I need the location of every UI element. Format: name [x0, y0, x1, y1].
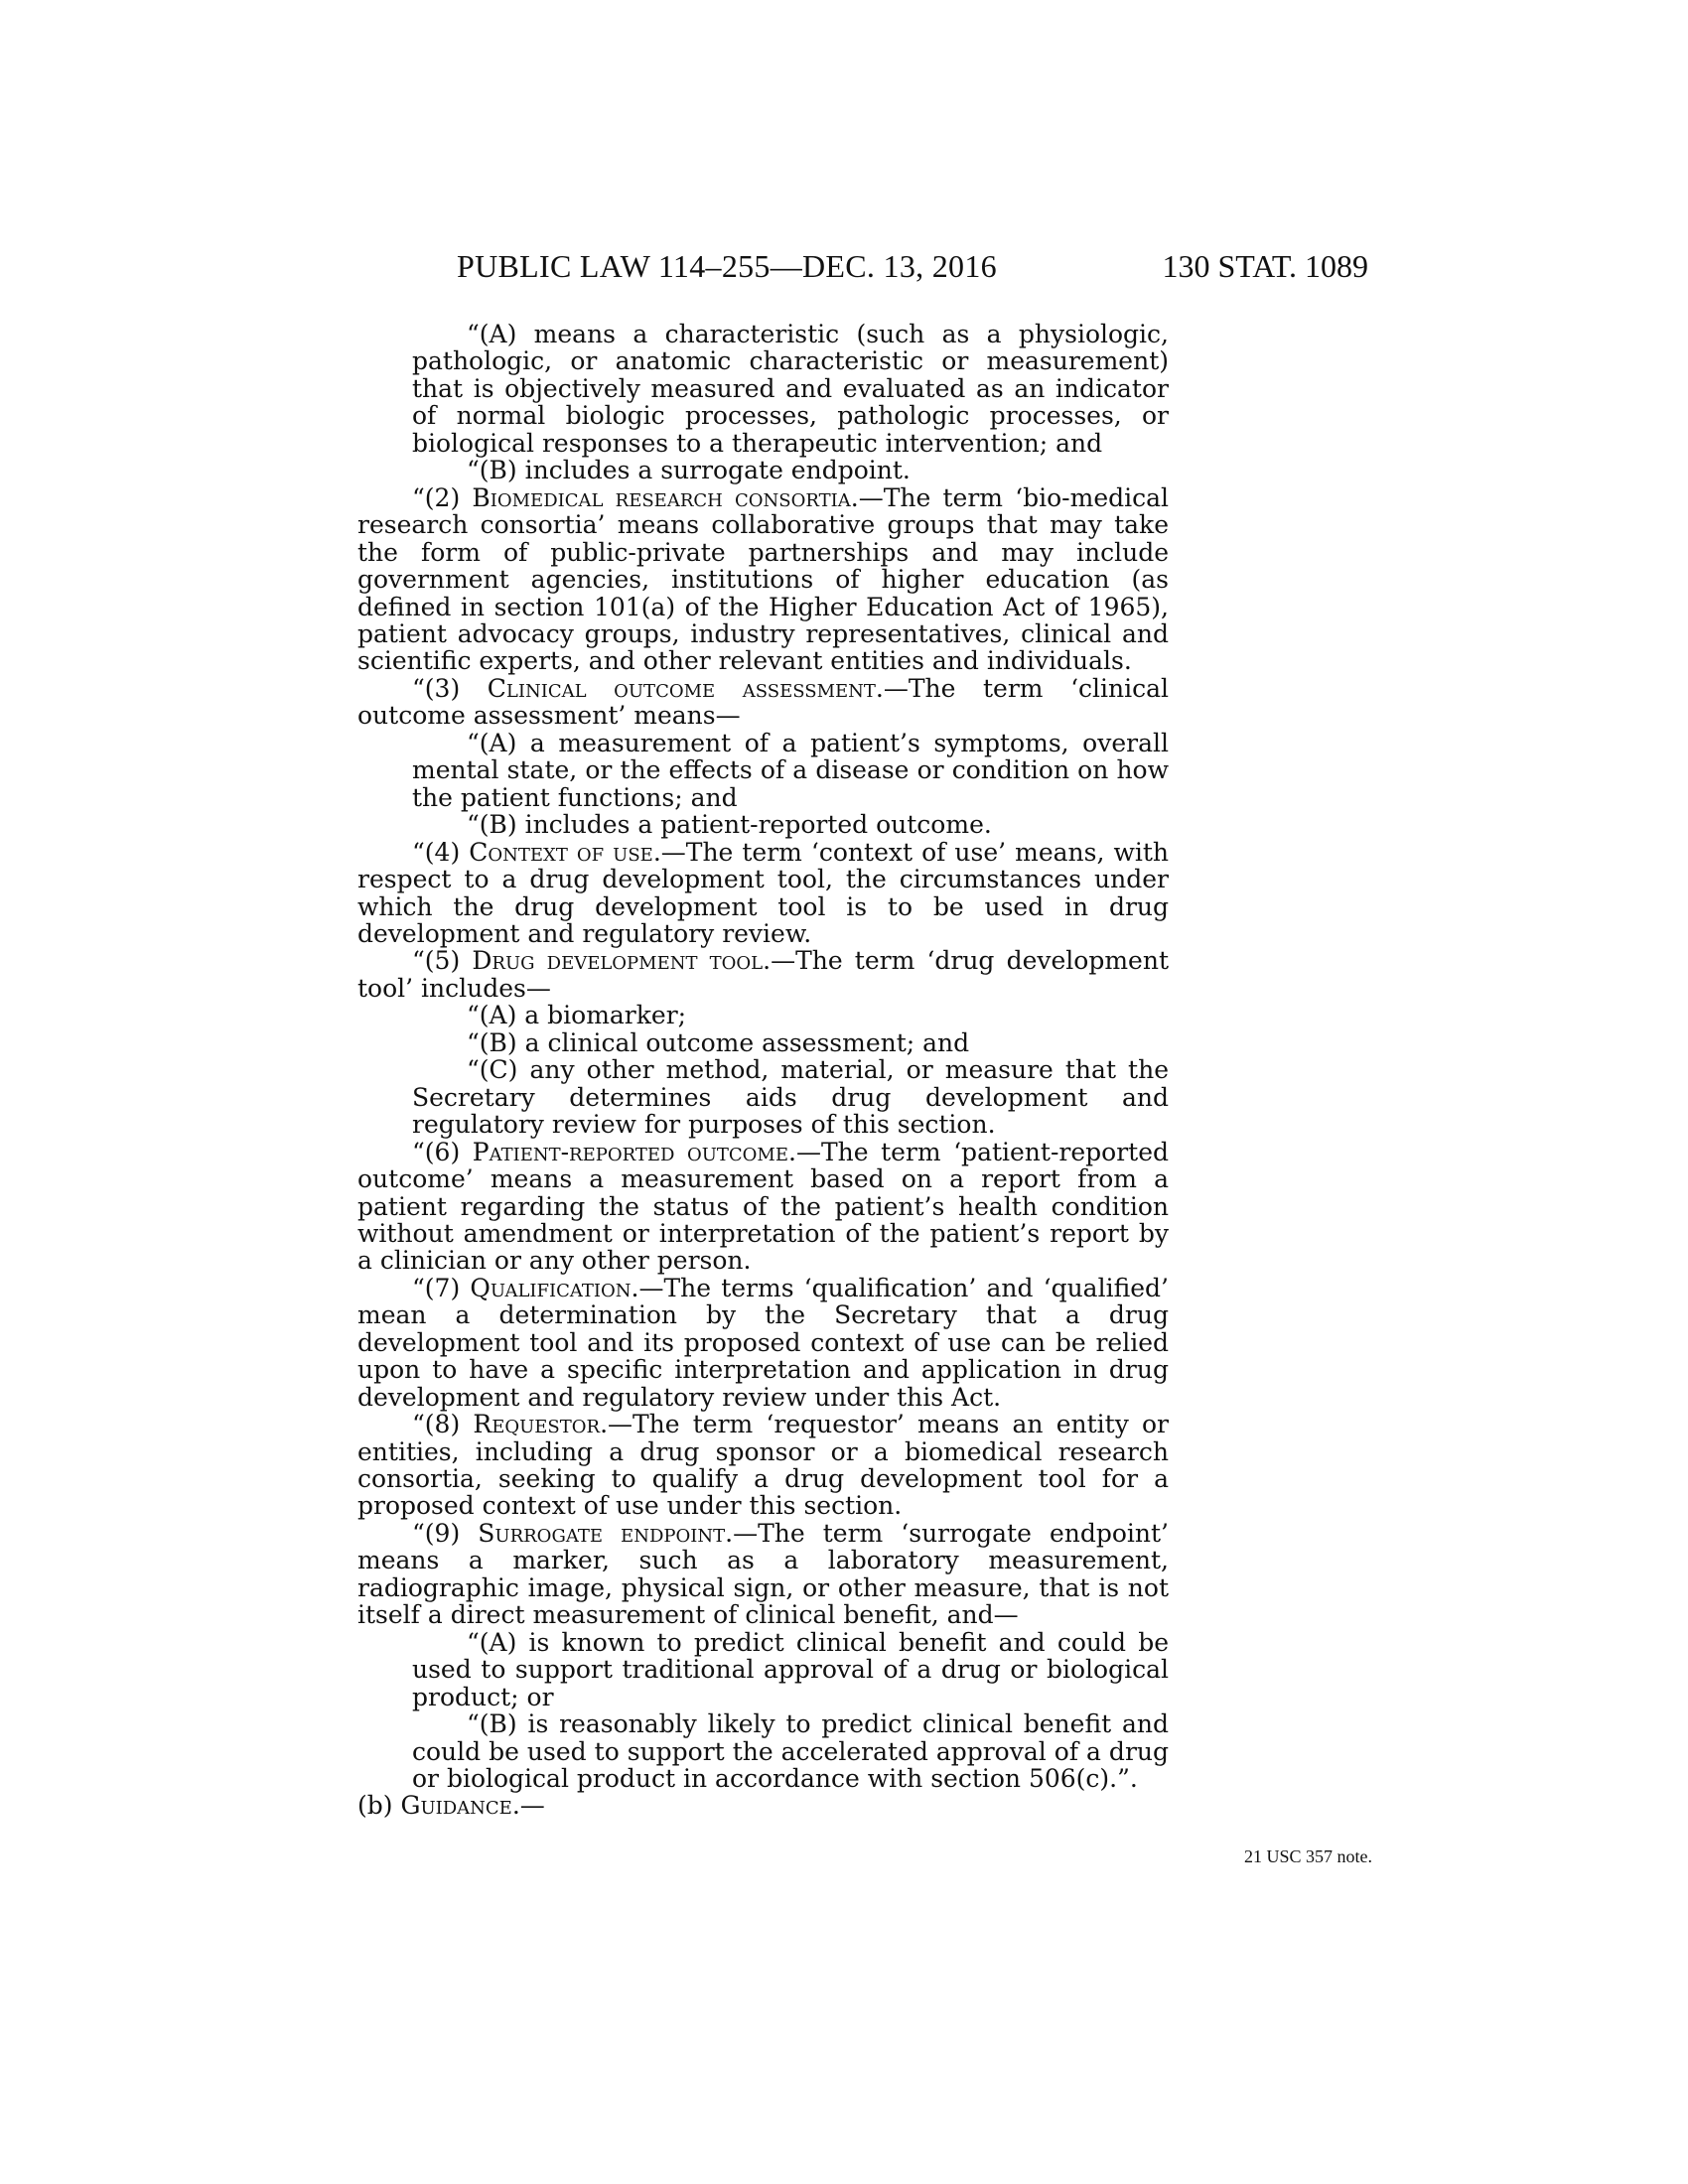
paragraph-text: “(C) any other method, material, or measure that the Secretary determines aids drug development and regulatory review for purposes of this section.: [412, 1055, 1169, 1140]
paragraph-text: .—The term ‘patient-reported outcome’ means a measurement based on a report from a patient regarding the status of the patient’s health condition without amendment or interpretation of the patient’s report by a clinician or any other person.: [357, 1137, 1169, 1276]
paragraph: [357, 839, 1169, 948]
paragraph-text: “(A) means a characteristic (such as a physiologic, pathologic, or anatomic characteristic or measurement) that is objectively measured and evaluated as an indicator of normal biologic processes, pathologic processes, or biological responses to a therapeutic intervention; and: [412, 320, 1169, 458]
paragraph: [357, 1629, 1169, 1710]
paragraph: [357, 675, 1169, 730]
paragraph-text: .—The term ‘bio-medical research consortia’ means collaborative groups that may take the form of public-private partnerships and may include government agencies, institutions of higher education (as defined in section 101(a) of the Higher Education Act of 1965), patient advocacy groups, industry representatives, clinical and scientific experts, and other relevant entities and individuals.: [357, 482, 1170, 676]
paragraph-number: (b): [357, 1791, 401, 1821]
paragraph-heading: Context of use: [469, 837, 653, 867]
paragraph: [357, 1520, 1169, 1629]
usc-margin-note: 21 USC 357 note.: [1243, 1846, 1372, 1866]
stat-page-number: 130 STAT. 1089: [1162, 248, 1368, 284]
paragraph-number: “(8): [412, 1410, 474, 1439]
paragraph-text: “(A) is known to predict clinical benefit and could be used to support traditional approval of a drug or biological product; or: [412, 1627, 1169, 1711]
paragraph: [357, 1056, 1169, 1138]
paragraph: [357, 1411, 1169, 1520]
statute-text: [357, 321, 1169, 1820]
paragraph: [357, 484, 1169, 675]
paragraph-text: “(B) is reasonably likely to predict clinical benefit and could be used to support the accelerated approval of a drug or biological product in accordance with section 506(c).”.: [412, 1709, 1169, 1794]
paragraph-heading: Qualification: [470, 1273, 632, 1302]
paragraph-number: “(4): [412, 837, 470, 867]
paragraph: [357, 1139, 1169, 1275]
paragraph: [357, 457, 1169, 483]
paragraph-heading: Guidance: [400, 1791, 512, 1821]
paragraph: [357, 1002, 1169, 1028]
paragraph-text: .—The term ‘clinical outcome assessment’ means—: [357, 673, 1170, 731]
paragraph-heading: Biomedical research consortia: [472, 482, 851, 512]
paragraph-text: .—The term ‘requestor’ means an entity or entities, including a drug sponsor or a biomedical research consortia, seeking to qualify a drug development tool for a proposed context of use under this section.: [357, 1410, 1169, 1521]
paragraph-number: “(9): [412, 1518, 479, 1548]
paragraph-text: .—The term ‘context of use’ means, with respect to a drug development tool, the circumstances under which the drug development tool is to be used in drug development and regulatory review.: [357, 837, 1169, 948]
paragraph: [357, 1029, 1169, 1056]
paragraph-text: “(B) a clinical outcome assessment; and: [467, 1027, 970, 1057]
paragraph-number: “(7): [412, 1273, 471, 1302]
paragraph-text: “(A) a measurement of a patient’s symptoms, overall mental state, or the effects of a disease or condition on how the patient functions; and: [412, 728, 1169, 812]
paragraph-text: “(B) includes a patient-reported outcome.: [467, 810, 992, 840]
paragraph: [357, 947, 1169, 1002]
paragraph-number: “(3): [412, 673, 488, 703]
paragraph: [357, 730, 1169, 811]
paragraph-number: “(5): [412, 946, 473, 976]
paragraph: [357, 811, 1169, 838]
paragraph-text: “(A) a biomarker;: [467, 1001, 687, 1030]
paragraph-heading: Surrogate endpoint: [478, 1518, 726, 1548]
running-header-title: PUBLIC LAW 114–255—DEC. 13, 2016: [457, 248, 997, 284]
paragraph-heading: Requestor: [473, 1410, 601, 1439]
paragraph-text: “(B) includes a surrogate endpoint.: [467, 456, 911, 485]
paragraph-heading: Drug development tool: [472, 946, 764, 976]
paragraph-number: “(2): [412, 482, 473, 512]
paragraph-text: .—: [511, 1791, 545, 1821]
paragraph-text: .—The term ‘surrogate endpoint’ means a marker, such as a laboratory measurement, radiographic image, physical sign, or other measure, that is not itself a direct measurement of clinical benefit, and—: [357, 1518, 1170, 1630]
paragraph: [357, 1710, 1169, 1792]
paragraph-text: .—The term ‘drug development tool’ includes—: [357, 946, 1170, 1003]
subsection-heading: [357, 1792, 1169, 1819]
paragraph-heading: Patient-reported outcome: [472, 1137, 788, 1166]
paragraph-number: “(6): [412, 1137, 473, 1166]
paragraph: [357, 1275, 1169, 1411]
paragraph-heading: Clinical outcome assessment: [487, 673, 876, 703]
paragraph-text: .—The terms ‘qualification’ and ‘qualified’ mean a determination by the Secretary that a drug development tool and its proposed context of use can be relied upon to have a specific interpretation and application in drug development and regulatory review under this Act.: [357, 1273, 1169, 1412]
paragraph: [357, 321, 1169, 457]
